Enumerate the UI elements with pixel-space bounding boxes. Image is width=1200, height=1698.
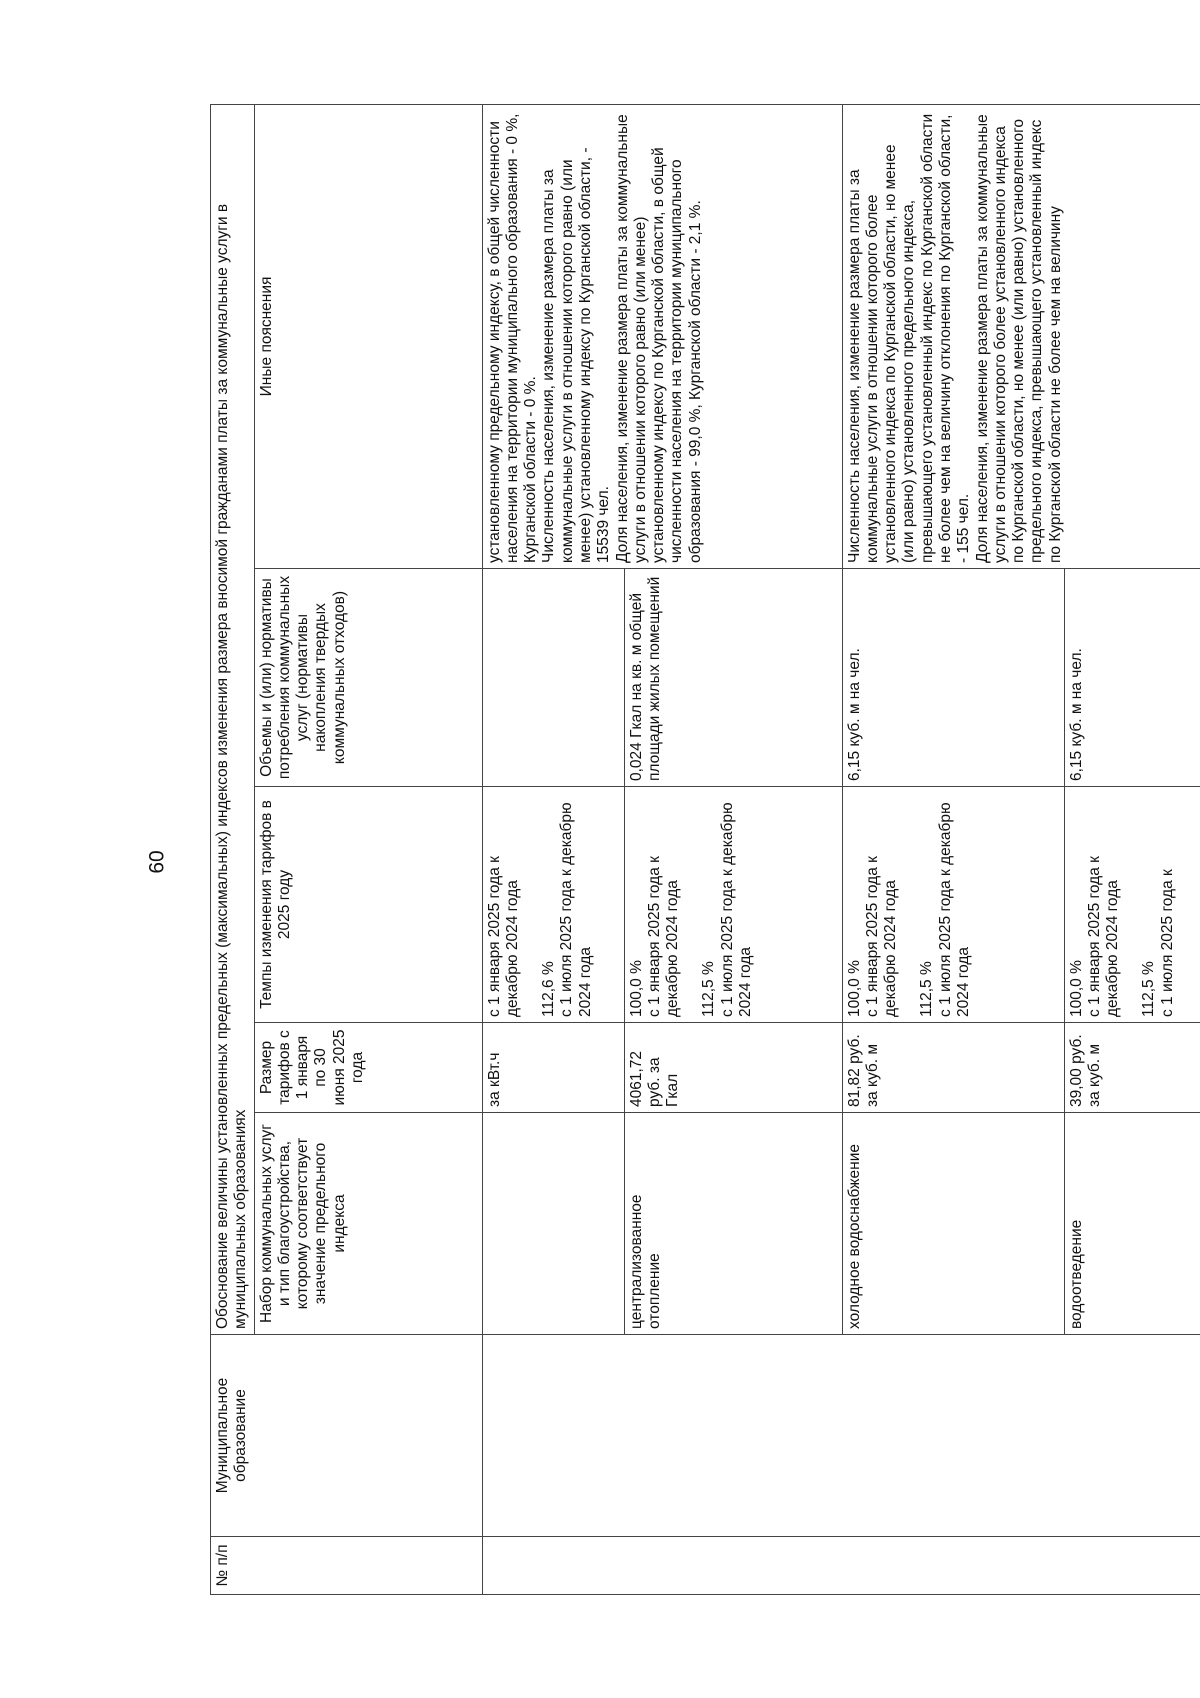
cell-rates — [842, 787, 1064, 1023]
header-no: № п/п — [211, 1537, 483, 1595]
cell-volume: 6,15 куб. м на чел. — [1064, 569, 1200, 787]
note-text: Численность населения, изменение размера платы за коммунальные услуги в отношении которого более установленного индекса по Курганской области, но менее (или равно) установленного предельного индекса, превышающего установленный индекс по Курганской области не более чем на величину отклонения по Курганской области, - 155 чел. — [845, 113, 973, 563]
cell-notes — [842, 104, 1200, 568]
cell-volume — [482, 569, 624, 787]
cell-rates — [624, 787, 842, 1023]
cell-service: водоотведение — [1064, 1113, 1200, 1335]
cell-service — [482, 1113, 624, 1335]
header-services: Набор коммунальных услуг и тип благоустройства, которому соответствует значение предельного индекса — [254, 1113, 482, 1335]
rate-value: 112,5 % — [700, 961, 718, 1017]
cell-rates — [482, 787, 624, 1023]
rate-text: с 1 июля 2025 года к — [1158, 869, 1176, 1017]
header-volumes: Объемы и (или) нормативы потребления коммунальных услуг (нормативы накопления твердых коммунальных отходов) — [254, 569, 482, 787]
note-text: Доля населения, изменение размера платы за коммунальные услуги в отношении которого равно (или менее) установленному индексу по Курганской области, в общей численности населения на территории муниципального образования - 99,0 %, Курганской области - 2,1 %. — [613, 114, 704, 563]
cell-volume: 6,15 куб. м на чел. — [842, 569, 1064, 787]
cell-tariff: 39,00 руб. за куб. м — [1064, 1023, 1200, 1113]
cell-tariff: 4061,72 руб. за Гкал — [624, 1023, 842, 1113]
rate-value: 112,5 % — [1140, 961, 1158, 1017]
header-row-1 — [211, 104, 255, 1594]
cell-service: централизованное отопление — [624, 1113, 842, 1335]
note-text: Численность населения, изменение размера платы за коммунальные услуги в отношении которого равно (или менее) установленному индексу по Курганской области, - 15539 чел. — [540, 147, 613, 563]
rate-text: с 1 июля 2025 года к декабрю 2024 года — [718, 802, 754, 1017]
cell-no — [482, 1537, 1200, 1595]
rate-text: с 1 января 2025 года к декабрю 2024 года — [863, 856, 900, 1017]
rate-text: с 1 января 2025 года к декабрю 2024 года — [1085, 856, 1122, 1017]
cell-volume: 0,024 Гкал на кв. м общей площади жилых помещений — [624, 569, 842, 787]
rate-value: 100,0 % — [627, 960, 645, 1017]
rate-value: 100,0 % — [1067, 960, 1085, 1017]
cell-rates — [1064, 787, 1200, 1023]
note-text: установленному предельному индексу, в общей численности населения на территории муниципального образования - 0 %, Курганской области - 0 %. — [485, 113, 540, 563]
header-tariff-rates: Темпы изменения тарифов в 2025 году — [254, 787, 482, 1023]
rate-value: 100,0 % — [845, 960, 863, 1017]
cell-service: холодное водоснабжение — [842, 1113, 1064, 1335]
tariff-table — [210, 104, 1200, 1595]
table-row — [482, 104, 624, 1594]
rate-text: с 1 января 2025 года к декабрю 2024 года — [645, 856, 682, 1017]
header-tariff-size: Размер тарифов с 1 января по 30 июня 2025 года — [254, 1023, 482, 1113]
rate-text: с 1 июля 2025 года к декабрю 2024 года — [558, 802, 594, 1017]
page-number: 60 — [145, 850, 169, 874]
rotated-table-wrapper — [210, 105, 1176, 1595]
rate-text: с 1 июля 2025 года к декабрю 2024 года — [936, 802, 972, 1017]
cell-municipality — [482, 1335, 1200, 1537]
rate-value: 112,5 % — [918, 961, 936, 1017]
cell-notes — [482, 104, 842, 568]
header-group-title: Обоснование величины установленных предельных (максимальных) индексов изменения размера вносимой гражданами платы за коммунальные услуги в муниципальных образованиях — [211, 104, 255, 1334]
rate-value: 112,6 % — [540, 961, 558, 1017]
header-notes: Иные пояснения — [254, 104, 482, 568]
rate-text: с 1 января 2025 года к декабрю 2024 года — [485, 856, 521, 1017]
header-municipality: Муниципальное образование — [211, 1335, 483, 1537]
cell-tariff: за кВт.ч — [482, 1023, 624, 1113]
note-text: Доля населения, изменение размера платы за коммунальные услуги в отношении которого более установленного индекса по Курганской области, но менее (или равно) установленного предельного индекса, превышающего установленный индекс по Курганской области не более чем на величину — [973, 114, 1064, 563]
cell-tariff: 81,82 руб. за куб. м — [842, 1023, 1064, 1113]
